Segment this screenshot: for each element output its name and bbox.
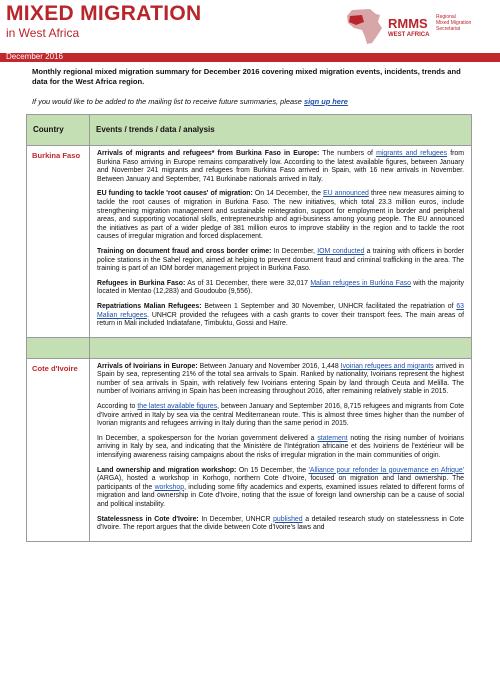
event-text: three new measures aiming to tackle the root causes of migration in Burkina Faso. The new initiatives, which total 23.3 million euros, include strengthening migration management and sustainable reintegration, support for employment in border and peripheral areas, and supporting vocational skills, entrepreneurship and agri-business among young people. The EU announced the initiatives as part of a wider pledge of 381 million euros to improve stability in the region and to tackle the root causes of irregular migration and forced displacement. xyxy=(97,190,465,241)
event-text: . UNHCR provided the refugees with a cash grants to cover their transport fees. The main areas of return in Mali included Indiatafane, Timbuktu, Gossi and Haïre. xyxy=(97,311,464,328)
event-text: In December, UNHCR xyxy=(198,515,274,523)
event-paragraph xyxy=(97,435,464,461)
event-text: Between January and November 2016, 1,448 xyxy=(197,362,341,370)
event-text: Between 1 September and 30 November, UNHCR facilitated the repatriation of xyxy=(201,302,457,310)
event-heading: EU funding to tackle 'root causes' of migration: xyxy=(97,190,253,198)
separator-cell xyxy=(27,337,90,358)
event-paragraph xyxy=(97,248,464,274)
event-text: According to xyxy=(97,403,138,411)
logo-name: RMMS xyxy=(388,16,428,31)
column-header-events: Events / trends / data / analysis xyxy=(90,115,472,146)
source-link[interactable]: IOM conducted xyxy=(317,247,365,255)
event-heading: Training on document fraud and cross border crime: xyxy=(97,247,272,255)
event-heading: Arrivals of Ivoirians in Europe: xyxy=(97,362,198,370)
source-link[interactable]: Ivoirian refugees and migrants xyxy=(340,362,434,370)
event-heading: Repatriations Malian Refugees: xyxy=(97,302,202,310)
event-paragraph xyxy=(97,516,464,533)
event-text: noting the rising number of Ivoirians arriving in Italy by sea, and indicating that the Ministère de l'Intégration africaine et des Ivoiriens de l'extérieur will be intensifying awareness raising campaigns about the risks of irregular migration in the main communities of origin. xyxy=(97,434,465,460)
source-link[interactable]: published xyxy=(273,515,303,523)
mailing-list-note: If you would like to be added to the mailing list to receive future summaries, please sign up here xyxy=(32,97,348,106)
event-text: In December, a spokesperson for the Ivorian government delivered a xyxy=(97,434,318,442)
source-link[interactable]: 'Alliance pour refonder la gouvernance en Afrique' xyxy=(308,466,464,474)
country-cell: Cote d'Ivoire xyxy=(27,358,90,541)
event-paragraph xyxy=(97,467,464,510)
report-date: December 2016 xyxy=(6,52,63,61)
event-text: On 15 December, the xyxy=(236,466,309,474)
row-separator xyxy=(27,337,472,358)
event-text: In December, xyxy=(271,247,318,255)
event-paragraph xyxy=(97,190,464,242)
event-heading: Arrivals of migrants and refugees* from Burkina Faso in Europe: xyxy=(97,150,320,157)
table-row xyxy=(27,146,472,338)
event-paragraph xyxy=(97,363,464,397)
rmms-logo xyxy=(344,6,494,46)
source-link[interactable]: workshop xyxy=(154,483,185,491)
event-text: a detailed research study on statelessness in Cote d'Ivoire. The report argues that the divide between Cote d'Ivoire's laws and xyxy=(97,515,464,532)
event-text: arrived in Spain by sea, representing 21% of the total sea arrivals to Spain. Ranked by nationality, Ivoirians represent the highest number of sea arrivals in Spain, with relatively few Ivoirians entering Spain by land through Ceuta and Melilla. The number of Ivoirians arriving in Spain has been increasing throughout 2016, after remaining relatively stable in 2015. xyxy=(97,362,464,396)
event-paragraph xyxy=(97,403,464,429)
event-heading: Land ownership and migration workshop: xyxy=(97,466,237,474)
intro-text: Monthly regional mixed migration summary for December 2016 covering mixed migration events, incidents, trends and data for the West Africa region. xyxy=(32,67,461,86)
logo-tagline: Regional Mixed Migration Secretariat xyxy=(436,14,472,32)
logo-region: WEST AFRICA xyxy=(388,32,430,38)
event-paragraph xyxy=(97,280,464,297)
event-text: a training with officers in border police stations in the Sahel region, aimed at helping to prevent document fraud and criminal trafficking in the area. The training is part of an IOM border management project in Burkina Faso. xyxy=(97,247,464,273)
source-link[interactable]: 63 Malian refugees xyxy=(97,302,464,319)
source-link[interactable]: EU announced xyxy=(323,190,369,198)
event-heading: Refugees in Burkina Faso: xyxy=(97,279,186,287)
africa-map-icon xyxy=(344,6,386,46)
event-paragraph xyxy=(97,150,464,184)
event-text: (ARGA), hosted a workshop in Korhogo, northern Cote d'Ivoire, focused on migration and land ownership. The participants of the xyxy=(97,475,464,491)
country-cell: Burkina Faso xyxy=(27,146,90,338)
report-subtitle: in West Africa xyxy=(6,26,80,40)
event-paragraph xyxy=(97,303,464,329)
column-header-country: Country xyxy=(27,115,90,146)
source-link[interactable]: Malian refugees in Burkina Faso xyxy=(310,279,411,287)
table-row xyxy=(27,358,472,541)
source-link[interactable]: the latest available figures xyxy=(137,403,218,411)
separator-cell xyxy=(90,337,472,358)
event-text: from Burkina Faso arriving in Europe remains comparatively low. According to the latest available figures, between January and November 241 migrants and refugees from Burkina Faso arrived in Spain, with 16 new arrivals in November. Between January and September, 741 Burkinabe nationals arrived in Italy. xyxy=(97,150,465,183)
event-text: , between January and September 2016, 8,715 refugees and migrants from Cote d'Ivoire arrived in Italy by sea via the central Mediterranean route. This is almost three times higher than the number of Ivorian migrants and refugees arriving in Italy during than the same period in 2015. xyxy=(97,403,464,428)
source-link[interactable]: migrants and refugees xyxy=(376,150,448,157)
date-bar xyxy=(0,53,500,62)
report-title: MIXED MIGRATION xyxy=(6,2,202,25)
source-link[interactable]: statement xyxy=(317,434,348,442)
event-text: with the majority located in Mentao (12,283) and Goudoubo (9,556). xyxy=(97,279,464,296)
events-cell xyxy=(90,358,472,541)
event-heading: Statelessness in Cote d'Ivoire: xyxy=(97,515,199,523)
event-text: On 14 December, the xyxy=(252,190,324,198)
events-table xyxy=(26,114,472,542)
report-header xyxy=(0,0,500,62)
event-text: As of 31 December, there were 32,017 xyxy=(185,279,311,287)
event-text: , including some fifty academics and experts, examined issues related to different forms of migration and land ownership in Cote d'Ivoire, noting that the issue of foreign land ownership can be a cause of social and political instability. xyxy=(97,483,464,508)
events-cell xyxy=(90,146,472,338)
event-text: The numbers of xyxy=(319,150,377,157)
sign-up-link[interactable]: sign up here xyxy=(303,97,348,106)
